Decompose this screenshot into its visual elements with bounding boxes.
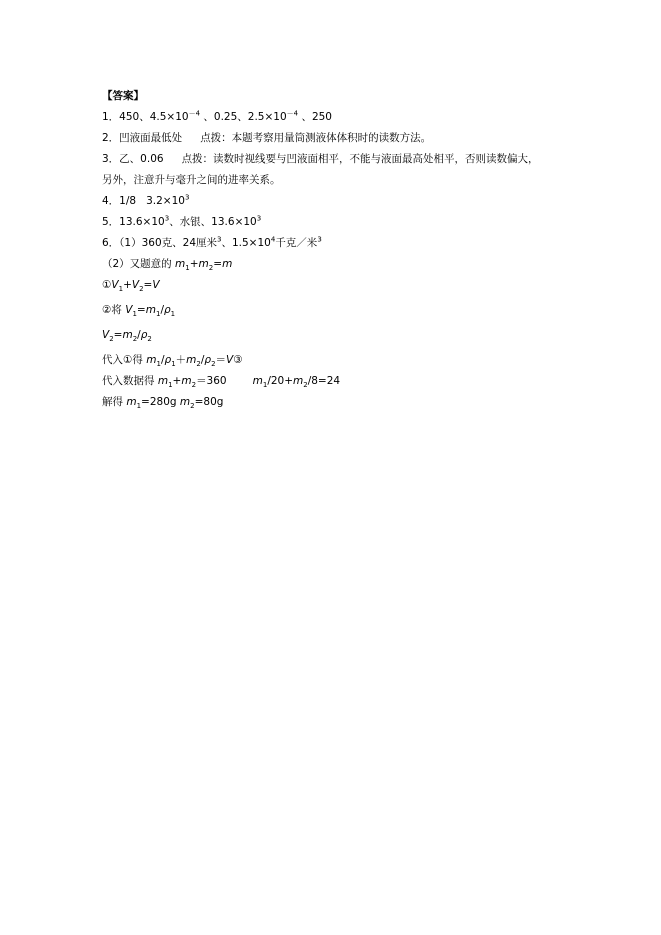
answer-5: 5．$13.6\times 10^3$、水银、$13.6\times 10^3$	[102, 214, 262, 228]
answer-3	[102, 149, 582, 170]
answer-heading: 【答案】	[102, 90, 144, 102]
answer-6-eq-5: 代入数据得 $m_1+m_2=360$ $m_1/20+m_2/8=24$	[102, 375, 341, 390]
answer-section	[102, 86, 582, 413]
answer-3-main: 3．乙、0.06	[102, 153, 164, 165]
answer-2-main: 2．凹液面最低处	[102, 132, 183, 144]
answer-6-part-1: 6．（1）360克、24厘米$^3$、$1.5\times 10^4$千克／米$^3$	[102, 235, 322, 249]
answer-6-part-2: （2）又题意的 $m_1+m_2=m$	[102, 258, 233, 273]
answer-2-hint: 点拨：本题考察用量筒测液体体积时的读数方法。	[200, 132, 432, 144]
answer-1: 1．450、$4.5\times 10^{-4}$ 、0.25、$2.5\times 10^{-4}$ 、250	[102, 109, 332, 123]
answer-2	[102, 128, 582, 149]
answer-6-eq-2: ②将 $V_1=m_1/\rho_1$	[102, 304, 176, 319]
answer-6-eq-1: $①V_1+V_2=V$	[102, 279, 160, 294]
answer-3-continued: 另外，注意升与毫升之间的进率关系。	[102, 174, 281, 186]
answer-4: 4．1/8 $3.2\times 10^3$	[102, 193, 190, 207]
answer-3-hint-1: 点拨：读数时视线要与凹液面相平，不能与液面最高处相平，否则读数偏大，	[181, 153, 539, 165]
answer-6-eq-4: 代入①得 $m_1/\rho_1+m_2/\rho_2=V③$	[102, 354, 243, 369]
answer-6-result: 解得 $m_1=280g$ $m_2=80g$	[102, 396, 224, 411]
answer-6-eq-3: $V_2=m_2/\rho_2$	[102, 329, 152, 344]
